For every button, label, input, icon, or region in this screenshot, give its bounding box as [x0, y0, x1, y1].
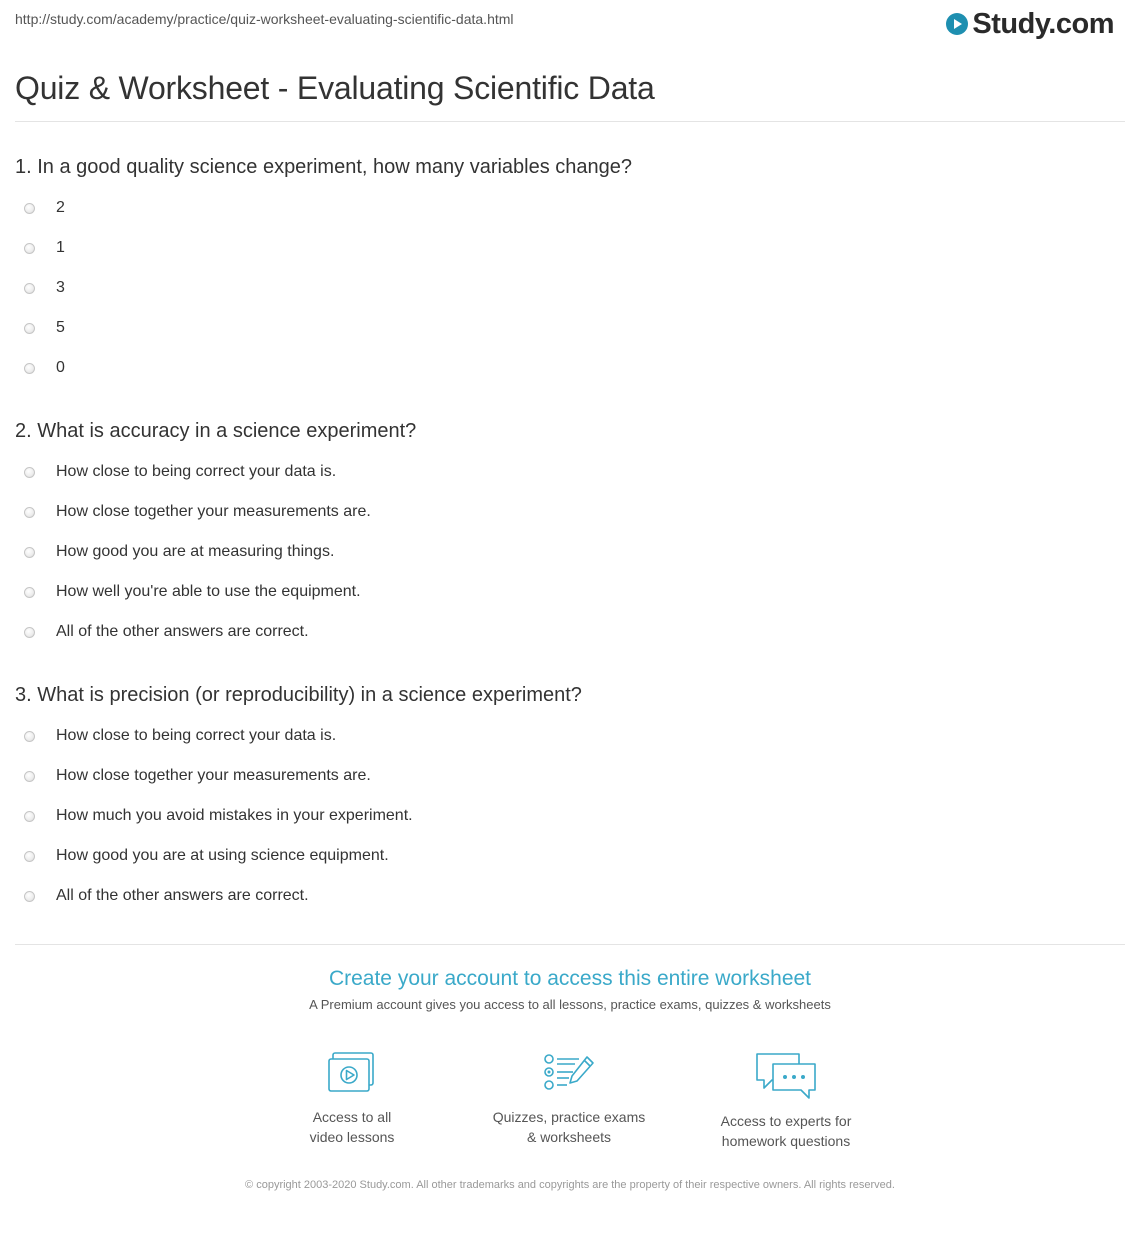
play-circle-icon: [946, 13, 968, 35]
quiz-checklist-icon: [541, 1051, 597, 1095]
question-text: 1. In a good quality science experiment, how many variables change?: [15, 156, 633, 178]
feature-label: Access to experts for: [720, 1113, 852, 1129]
radio-button[interactable]: [24, 587, 35, 598]
feature-label: Quizzes, practice exams: [492, 1109, 646, 1125]
option-label: All of the other answers are correct.: [56, 623, 309, 640]
answer-option[interactable]: [15, 532, 1125, 572]
option-label: How good you are at measuring things.: [56, 543, 335, 560]
option-label: How well you're able to use the equipment.: [56, 583, 361, 600]
quiz-divider: [15, 944, 1125, 945]
option-label: How much you avoid mistakes in your experiment.: [56, 807, 413, 824]
radio-button[interactable]: [24, 363, 35, 374]
option-label: All of the other answers are correct.: [56, 887, 309, 904]
answer-option[interactable]: [15, 756, 1125, 796]
title-divider: [15, 121, 1125, 122]
option-label: 5: [56, 319, 65, 336]
option-label: 1: [56, 239, 65, 256]
page-title: Quiz & Worksheet - Evaluating Scientific Data: [15, 70, 655, 106]
question-text: 2. What is accuracy in a science experiment?: [15, 420, 417, 442]
radio-button[interactable]: [24, 547, 35, 558]
feature-video-lessons: [252, 1051, 452, 1147]
answer-option[interactable]: [15, 348, 1125, 388]
radio-button[interactable]: [24, 507, 35, 518]
question-2: [15, 419, 1125, 652]
radio-button[interactable]: [24, 731, 35, 742]
answer-option[interactable]: [15, 228, 1125, 268]
radio-button[interactable]: [24, 203, 35, 214]
option-label: How good you are at using science equipment.: [56, 847, 389, 864]
question-3: [15, 683, 1125, 916]
question-text: 3. What is precision (or reproducibility) in a science experiment?: [15, 684, 582, 706]
feature-label: homework questions: [721, 1133, 851, 1149]
option-label: How close together your measurements are.: [56, 503, 371, 520]
answer-option[interactable]: [15, 836, 1125, 876]
radio-button[interactable]: [24, 323, 35, 334]
option-label: 3: [56, 279, 65, 296]
answer-options: [15, 452, 1125, 652]
answer-option[interactable]: [15, 308, 1125, 348]
radio-button[interactable]: [24, 851, 35, 862]
radio-button[interactable]: [24, 627, 35, 638]
question-1: [15, 155, 1125, 388]
cta-subheading: A Premium account gives you access to all lessons, practice exams, quizzes & worksheets: [309, 997, 831, 1012]
option-label: How close together your measurements are.: [56, 767, 371, 784]
video-lessons-icon: [326, 1051, 378, 1095]
option-label: 2: [56, 199, 65, 216]
cta-heading-link[interactable]: Create your account to access this entire worksheet: [328, 967, 812, 990]
answer-option[interactable]: [15, 188, 1125, 228]
answer-options: [15, 716, 1125, 916]
answer-option[interactable]: [15, 452, 1125, 492]
answer-option[interactable]: [15, 716, 1125, 756]
answer-option[interactable]: [15, 876, 1125, 916]
feature-experts: [686, 1051, 886, 1151]
answer-option[interactable]: [15, 572, 1125, 612]
answer-option[interactable]: [15, 612, 1125, 652]
study-logo[interactable]: [946, 6, 1114, 42]
feature-label: Access to all: [312, 1109, 392, 1125]
feature-label: & worksheets: [526, 1129, 612, 1145]
chat-bubbles-icon: [754, 1051, 818, 1099]
answer-option[interactable]: [15, 268, 1125, 308]
answer-option[interactable]: [15, 796, 1125, 836]
radio-button[interactable]: [24, 243, 35, 254]
signup-cta: [0, 967, 1140, 1012]
option-label: How close to being correct your data is.: [56, 463, 337, 480]
page-url: http://study.com/academy/practice/quiz-worksheet-evaluating-scientific-data.html: [15, 11, 514, 27]
radio-button[interactable]: [24, 283, 35, 294]
option-label: 0: [56, 359, 65, 376]
answer-options: [15, 188, 1125, 388]
logo-text: Study.com: [972, 7, 1114, 40]
radio-button[interactable]: [24, 811, 35, 822]
answer-option[interactable]: [15, 492, 1125, 532]
feature-label: video lessons: [309, 1129, 395, 1145]
radio-button[interactable]: [24, 771, 35, 782]
copyright-notice: © copyright 2003-2020 Study.com. All other trademarks and copyrights are the property of their respective owners. All rights reserved.: [245, 1179, 895, 1191]
feature-quizzes: [469, 1051, 669, 1147]
radio-button[interactable]: [24, 891, 35, 902]
radio-button[interactable]: [24, 467, 35, 478]
option-label: How close to being correct your data is.: [56, 727, 337, 744]
